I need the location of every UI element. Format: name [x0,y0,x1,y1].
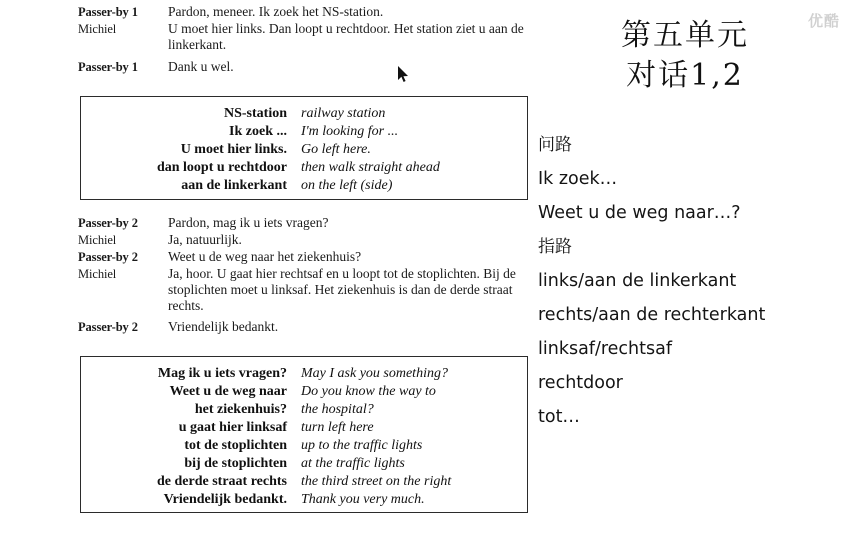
dialogue-text: Ja, hoor. U gaat hier rechtsaf en u loopt tot de stoplichten. Bij de stoplichten moet u linksaf. Het ziekenhuis is dan de derde straat rechts. [168,266,516,313]
vocabulary-dutch: de derde straat rechts [157,474,287,489]
vocabulary-english: Go left here. [301,142,371,157]
vocabulary-english: the third street on the right [301,474,452,489]
notes-list-item: Weet u de weg naar…? [538,203,741,223]
dialogue-speaker: Michiel [78,22,117,36]
dialogue-text: Vriendelijk bedankt. [168,319,279,334]
dialogue-line [78,215,530,231]
vocabulary-row [91,141,517,159]
vocabulary-dutch: dan loopt u rechtdoor [156,160,287,175]
vocabulary-english: Do you know the way to [301,384,436,399]
dialogue-text: Pardon, meneer. Ik zoek het NS-station. [168,4,384,19]
dialogue-line [78,266,530,314]
vocabulary-box-2 [80,356,528,513]
dialogue-1 [78,4,528,76]
vocabulary-dutch: bij de stoplichten [184,456,287,471]
vocabulary-dutch: u gaat hier linksaf [178,420,287,435]
vocabulary-dutch: het ziekenhuis? [194,402,287,417]
notes-list [538,128,863,434]
dialogue-line [78,249,530,265]
vocabulary-english: at the traffic lights [301,456,405,471]
vocabulary-dutch: Ik zoek ... [229,124,287,139]
dialogue-text: Pardon, mag ik u iets vragen? [168,215,329,230]
vocabulary-dutch: Vriendelijk bedankt. [163,492,287,507]
notes-list-item: 指路 [538,237,572,257]
vocabulary-dutch: aan de linkerkant [181,178,287,193]
dialogue-line [78,59,528,75]
vocabulary-row [91,419,517,437]
dialogue-speaker: Passer-by 2 [78,250,138,264]
vocabulary-english: May I ask you something? [301,366,448,381]
vocabulary-dutch: Weet u de weg naar [169,384,287,399]
vocabulary-dutch: NS-station [223,106,287,121]
dialogue-2 [78,215,530,336]
dialogue-text: Dank u wel. [168,59,234,74]
dialogue-line [78,4,528,20]
dialogue-speaker: Passer-by 1 [78,5,138,19]
mouse-cursor-icon [398,66,410,84]
notes-list-item: rechtdoor [538,373,623,393]
vocabulary-english: the hospital? [301,402,374,417]
vocabulary-row [91,473,517,491]
dialogue-text: Weet u de weg naar het ziekenhuis? [168,249,362,264]
dialogue-line [78,21,528,53]
vocabulary-english: on the left (side) [301,178,393,193]
dialogue-speaker: Michiel [78,233,117,247]
notes-list-item: rechts/aan de rechterkant [538,305,766,325]
vocabulary-row [91,437,517,455]
vocabulary-row [91,365,517,383]
vocabulary-row [91,123,517,141]
youku-watermark-logo: 优酷 [791,8,857,34]
vocabulary-row [91,491,517,509]
vocabulary-row [91,401,517,419]
dialogue-line [78,319,530,335]
vocabulary-row [91,159,517,177]
vocabulary-row [91,105,517,123]
dialogue-speaker: Passer-by 2 [78,320,138,334]
notes-list-item: linksaf/rechtsaf [538,339,673,359]
dialogue-speaker: Michiel [78,267,117,281]
notes-list-item: links/aan de linkerkant [538,271,737,291]
vocabulary-dutch: tot de stoplichten [184,438,287,453]
vocabulary-row [91,177,517,195]
notes-pane [530,0,865,540]
dialogue-text: Ja, natuurlijk. [168,232,242,247]
notes-list-item: Ik zoek… [538,169,618,189]
dialogue-speaker: Passer-by 1 [78,60,138,74]
notes-title-line-2: 对话1,2 [626,58,744,93]
dialogue-text: U moet hier links. Dan loopt u rechtdoor. Het station ziet u aan de linkerkant. [168,21,524,52]
vocabulary-english: up to the traffic lights [301,438,423,453]
dialogue-speaker: Passer-by 2 [78,216,138,230]
vocabulary-dutch: Mag ik u iets vragen? [157,366,287,381]
vocabulary-box-1 [80,96,528,200]
notes-list-item: tot… [538,407,580,427]
notes-title-line-1: 第五单元 [621,18,749,53]
vocabulary-english: Thank you very much. [301,492,425,507]
dialogue-line [78,232,530,248]
vocabulary-english: then walk straight ahead [301,160,440,175]
vocabulary-dutch: U moet hier links. [180,142,287,157]
vocabulary-row [91,455,517,473]
vocabulary-english: railway station [301,106,386,121]
notes-list-item: 问路 [538,135,572,155]
vocabulary-row [91,383,517,401]
vocabulary-english: turn left here [301,420,374,435]
vocabulary-english: I'm looking for ... [301,124,399,139]
